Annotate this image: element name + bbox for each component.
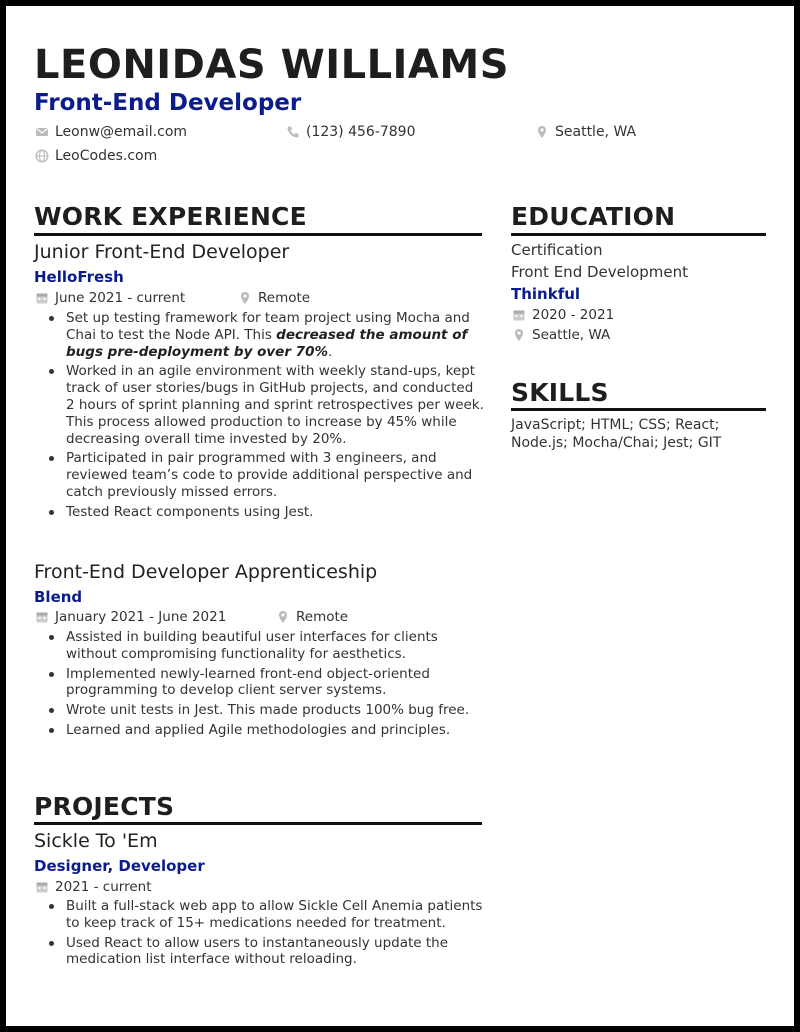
- job-location: [276, 609, 348, 625]
- job-dates: [35, 609, 226, 625]
- field-of-study: Front End Development: [511, 263, 688, 281]
- location-pin-icon: [276, 610, 290, 624]
- calendar-icon: [35, 291, 49, 305]
- calendar-icon: [35, 880, 49, 894]
- job-title: Front-End Developer Apprenticeship: [34, 561, 378, 583]
- company-name: Blend: [34, 588, 83, 606]
- list-item: Participated in pair programmed with 3 engineers, and reviewed team’s code to provide additional perspective and catch previously missed errors.: [34, 450, 486, 500]
- list-item: Set up testing framework for team project using Mocha and Chai to test the Node API. This decreased the amount of bugs pre-deployment by over 70%.: [34, 310, 486, 360]
- education-heading: EDUCATION: [511, 202, 676, 231]
- company-name: HelloFresh: [34, 268, 124, 286]
- project-bullets: [34, 898, 486, 971]
- dates-text: 2020 - 2021: [532, 307, 615, 323]
- location-text: Remote: [296, 609, 349, 625]
- website-text: LeoCodes.com: [55, 148, 158, 164]
- dates-text: June 2021 - current: [55, 290, 186, 306]
- skills-list: JavaScript; HTML; CSS; React; Node.js; Mocha/Chai; Jest; GIT: [511, 417, 722, 451]
- candidate-title: Front-End Developer: [34, 90, 302, 116]
- contact-website: [35, 148, 157, 164]
- projects-heading: PROJECTS: [34, 792, 175, 821]
- contact-phone: [286, 124, 416, 140]
- job-bullets: [34, 629, 486, 742]
- location-pin-icon: [535, 125, 549, 139]
- phone-text: (123) 456-7890: [306, 124, 416, 140]
- section-divider: [511, 233, 766, 236]
- project-title: Sickle To 'Em: [34, 830, 158, 852]
- skills-heading: SKILLS: [511, 378, 609, 407]
- dates-text: January 2021 - June 2021: [55, 609, 227, 625]
- job-dates: [35, 290, 185, 306]
- list-item: Tested React components using Jest.: [34, 504, 486, 521]
- calendar-icon: [512, 308, 526, 322]
- school-name: Thinkful: [511, 285, 581, 303]
- resume-page: [6, 6, 794, 1026]
- list-item: Implemented newly-learned front-end object-oriented programming to develop client server systems.: [34, 666, 486, 700]
- education-location: [512, 327, 610, 343]
- location-pin-icon: [512, 328, 526, 342]
- location-pin-icon: [238, 291, 252, 305]
- project-role: Designer, Developer: [34, 857, 205, 875]
- job-bullets: [34, 310, 486, 524]
- job-location: [238, 290, 310, 306]
- contact-email: [35, 124, 187, 140]
- candidate-name: LEONIDAS WILLIAMS: [34, 42, 510, 88]
- envelope-icon: [35, 125, 49, 139]
- section-divider: [511, 408, 766, 411]
- contact-location: [535, 124, 636, 140]
- degree: Certification: [511, 241, 603, 259]
- project-dates: [35, 879, 152, 895]
- education-dates: [512, 307, 614, 323]
- email-text: Leonw@email.com: [55, 124, 188, 140]
- list-item: Built a full-stack web app to allow Sickle Cell Anemia patients to keep track of 15+ medications needed for treatment.: [34, 898, 486, 932]
- job-title: Junior Front-End Developer: [34, 241, 290, 263]
- phone-icon: [286, 125, 300, 139]
- section-divider: [34, 233, 482, 236]
- list-item: Assisted in building beautiful user interfaces for clients without compromising functionality for aesthetics.: [34, 629, 486, 663]
- work-experience-heading: WORK EXPERIENCE: [34, 202, 307, 231]
- location-text: Remote: [258, 290, 311, 306]
- list-item: Learned and applied Agile methodologies and principles.: [34, 722, 486, 739]
- location-text: Seattle, WA: [532, 327, 611, 343]
- section-divider: [34, 822, 482, 825]
- globe-icon: [35, 149, 49, 163]
- list-item: Worked in an agile environment with weekly stand-ups, kept track of user stories/bugs in GitHub projects, and conducted 2 hours of sprint planning and sprint retrospectives per week. This process allowed production to increase by 45% while decreasing overall time invested by 20%.: [34, 363, 486, 447]
- list-item: Used React to allow users to instantaneously update the medication list interface without reloading.: [34, 935, 486, 969]
- dates-text: 2021 - current: [55, 879, 152, 895]
- list-item: Wrote unit tests in Jest. This made products 100% bug free.: [34, 702, 486, 719]
- location-text: Seattle, WA: [555, 124, 637, 140]
- calendar-icon: [35, 610, 49, 624]
